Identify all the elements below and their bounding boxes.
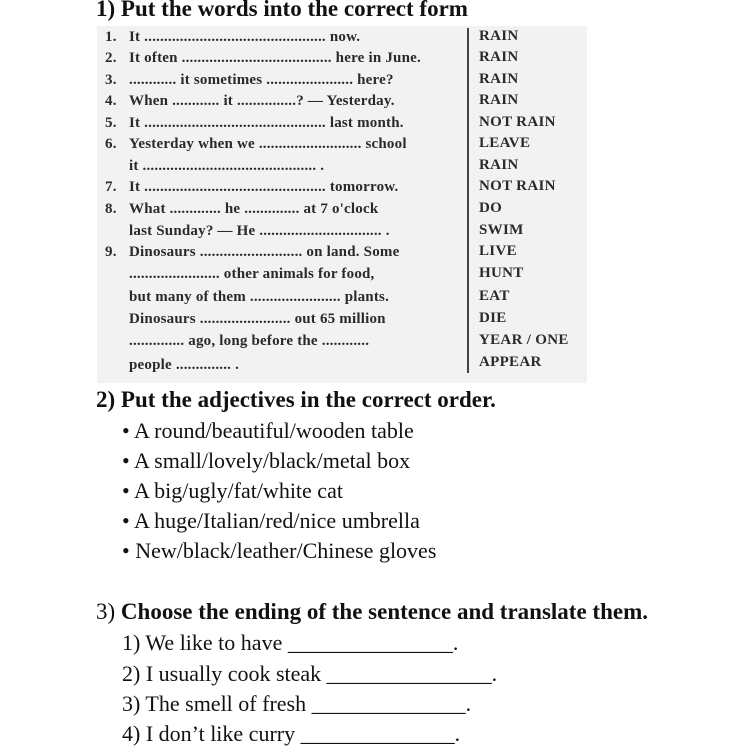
exercise-line	[105, 72, 394, 89]
adjective-item: • New/black/leather/Chinese gloves	[122, 538, 437, 563]
verb-cue: LEAVE	[479, 135, 531, 151]
sentence-item: 2) I usually cook steak _______________.	[122, 661, 498, 686]
line-text: What ............. he .............. at 7 o'clock	[129, 201, 379, 217]
section1-title: 1) Put the words into the correct form	[96, 0, 468, 21]
exercise-line	[105, 266, 375, 283]
sentence-item: 4) I don’t like curry ______________.	[122, 721, 461, 746]
verb-cue: RAIN	[479, 49, 519, 65]
verb-cue: APPEAR	[479, 354, 542, 370]
exercise-line	[105, 311, 386, 328]
exercise-line	[105, 50, 421, 67]
exercise-line	[105, 244, 399, 261]
section3-instruction: Choose the ending of the sentence and translate them.	[120, 599, 648, 624]
line-text: It .............................................. last month.	[129, 115, 404, 131]
line-number: 2.	[105, 50, 117, 66]
verb-cue: RAIN	[479, 28, 519, 44]
section3-title	[96, 599, 648, 625]
line-number: 3.	[105, 72, 117, 88]
exercise-line	[105, 179, 398, 196]
verb-cue: RAIN	[479, 157, 519, 173]
line-number: 1.	[105, 29, 117, 45]
adjective-item: • A small/lovely/black/metal box	[122, 448, 411, 473]
line-number: 4.	[105, 93, 117, 109]
adjective-item: • A big/ugly/fat/white cat	[122, 478, 343, 503]
line-text: it ............................................ .	[129, 158, 325, 174]
line-number: 5.	[105, 115, 117, 131]
verb-cue: NOT RAIN	[479, 114, 556, 130]
line-number: 8.	[105, 201, 117, 217]
line-text: Dinosaurs ....................... out 65 million	[129, 311, 386, 327]
line-number: 9.	[105, 244, 117, 260]
exercise-line	[105, 136, 407, 153]
line-text: Dinosaurs .......................... on land. Some	[129, 244, 400, 260]
exercise-line	[105, 158, 324, 175]
verb-cue: RAIN	[479, 71, 519, 87]
verb-cue: LIVE	[479, 243, 517, 259]
line-text: but many of them ....................... plants.	[129, 289, 390, 305]
section2-title: 2) Put the adjectives in the correct order.	[96, 387, 496, 412]
line-text: It .............................................. now.	[129, 29, 361, 45]
section3-number: 3)	[96, 599, 116, 624]
exercise-line	[105, 357, 239, 374]
exercise-line	[105, 29, 360, 46]
line-number: 6.	[105, 136, 117, 152]
verb-cue: HUNT	[479, 265, 524, 281]
line-text: .............. ago, long before the ............	[129, 333, 370, 349]
sentence-item: 3) The smell of fresh ______________.	[122, 691, 472, 716]
adjective-item: • A round/beautiful/wooden table	[122, 418, 414, 443]
verb-cue: YEAR / ONE	[479, 332, 569, 348]
sentence-item: 1) We like to have _______________.	[122, 630, 459, 655]
line-text: last Sunday? — He ............................... .	[129, 223, 390, 239]
line-text: ............ it sometimes ...................... here?	[129, 72, 394, 88]
exercise-line	[105, 333, 369, 350]
exercise1-box	[97, 26, 587, 383]
exercise-line	[105, 93, 395, 110]
column-divider	[467, 28, 469, 373]
line-text: It often ...................................... here in June.	[129, 50, 421, 66]
verb-cue: RAIN	[479, 92, 519, 108]
verb-cue: SWIM	[479, 222, 524, 238]
exercise-line	[105, 223, 390, 240]
exercise-line	[105, 289, 389, 306]
verb-cue: NOT RAIN	[479, 178, 556, 194]
verb-cue: DO	[479, 200, 503, 216]
exercise-line	[105, 201, 378, 218]
line-number: 7.	[105, 179, 117, 195]
line-text: people .............. .	[129, 357, 240, 373]
verb-cue: EAT	[479, 288, 510, 304]
verb-cue: DIE	[479, 310, 507, 326]
line-text: It .............................................. tomorrow.	[129, 179, 399, 195]
line-text: ....................... other animals for food,	[129, 266, 375, 282]
line-text: Yesterday when we .......................... school	[129, 136, 407, 152]
line-text: When ............ it ...............? — Yesterday.	[129, 93, 395, 109]
adjective-item: • A huge/Italian/red/nice umbrella	[122, 508, 420, 533]
exercise-line	[105, 115, 404, 132]
